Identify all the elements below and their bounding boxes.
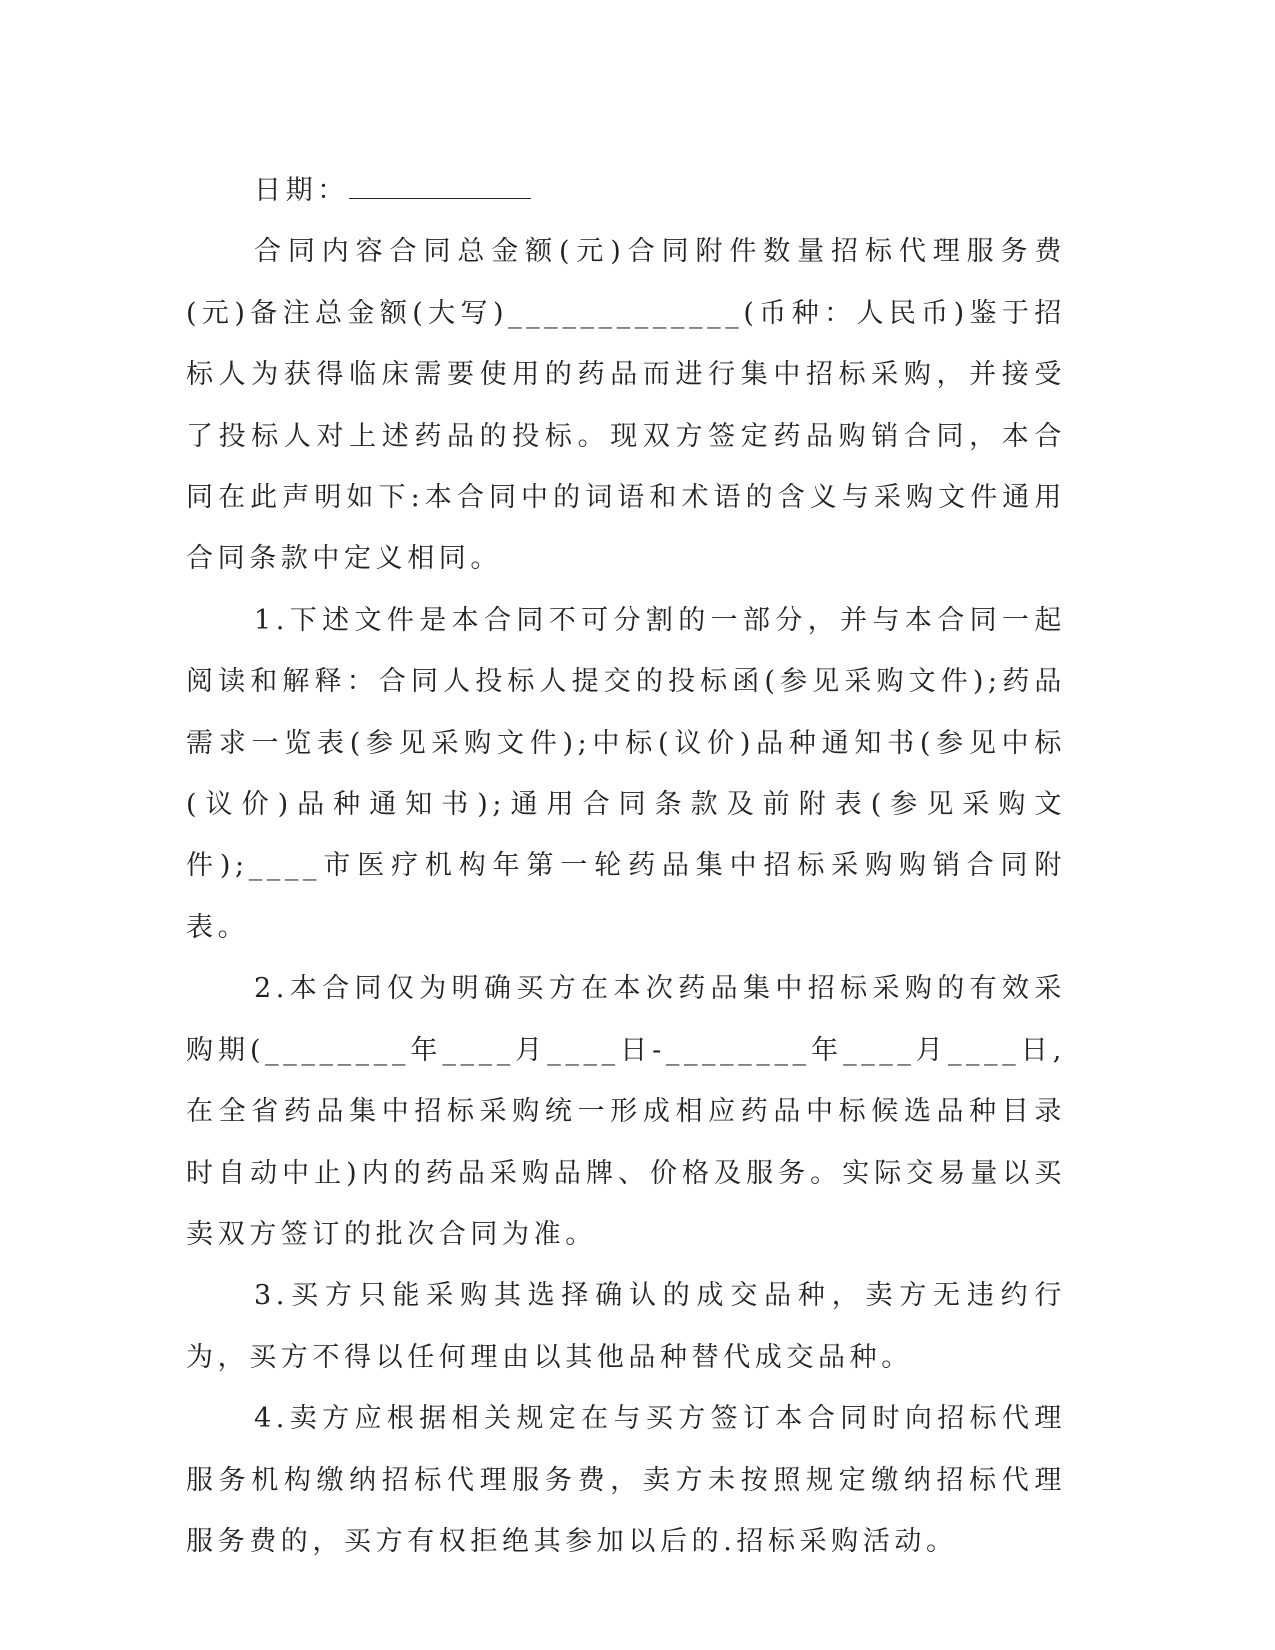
date-label: 日期： xyxy=(254,175,349,206)
paragraph-clause-3: 3.买方只能采购其选择确认的成交品种，卖方无违约行为，买方不得以任何理由以其他品种替代成交品种。 xyxy=(186,1280,1066,1373)
contract-body xyxy=(186,160,1066,1572)
paragraph-clause-4: 4.卖方应根据相关规定在与买方签订本合同时向招标代理服务机构缴纳招标代理服务费，卖方未按照规定缴纳招标代理服务费的，买方有权拒绝其参加以后的.招标采购活动。 xyxy=(186,1403,1066,1557)
date-line xyxy=(186,160,1066,221)
paragraph-clause-1: 1.下述文件是本合同不可分割的一部分，并与本合同一起阅读和解释：合同人投标人提交的投标函(参见采购文件);药品需求一览表(参见采购文件);中标(议价)品种通知书(参见中标(议价)品种通知书);通用合同条款及前附表(参见采购文件);____市医疗机构年第一轮药品集中招标采购购销合同附表。 xyxy=(186,604,1066,943)
date-blank xyxy=(349,168,531,199)
paragraph-intro: 合同内容合同总金额(元)合同附件数量招标代理服务费(元)备注总金额(大写)_____________(币种：人民币)鉴于招标人为获得临床需要使用的药品而进行集中招标采购，并接受了投标人对上述药品的投标。现双方签定药品购销合同，本合同在此声明如下:本合同中的词语和术语的含义与采购文件通用合同条款中定义相同。 xyxy=(186,236,1066,575)
paragraph-clause-2: 2.本合同仅为明确买方在本次药品集中招标采购的有效采购期(________年____月____日-________年____月____日,在全省药品集中招标采购统一形成相应药品中标候选品种目录时自动中止)内的药品采购品牌、价格及服务。实际交易量以买卖双方签订的批次合同为准。 xyxy=(186,973,1066,1250)
